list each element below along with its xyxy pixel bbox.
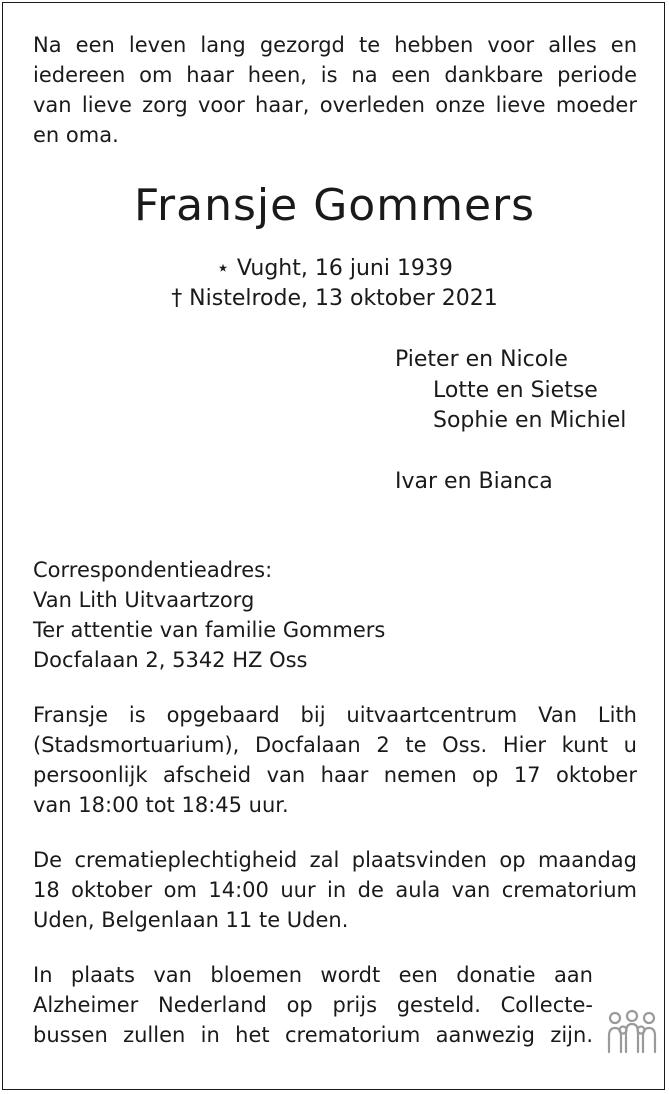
death-line: † Nistelrode, 13 oktober 2021 xyxy=(171,286,498,311)
family-second: Ivar en Bianca xyxy=(395,469,553,494)
viewing-paragraph xyxy=(33,700,637,820)
correspondence-label: Correspondentieadres: xyxy=(33,558,273,582)
viewing-line: van 18:00 tot 18:45 uur. xyxy=(33,793,289,817)
donation-paragraph xyxy=(33,960,593,1050)
donation-line: In plaats van bloemen wordt een donatie aan xyxy=(33,963,593,987)
deceased-name: Fransje Gommers xyxy=(133,180,536,231)
viewing-line: Fransje is opgebaard bij uitvaartcentrum Van Lith xyxy=(33,703,637,727)
ceremony-line: De crematieplechtigheid zal plaatsvinden op maandag xyxy=(33,848,637,872)
donation-line: Alzheimer Nederland op prijs gesteld. Collecte- xyxy=(33,993,593,1017)
viewing-line: (Stadsmortuarium), Docfalaan 2 te Oss. Hier kunt u xyxy=(33,733,637,757)
family-first: Pieter en Nicole xyxy=(395,347,568,372)
ceremony-line: Uden, Belgenlaan 11 te Uden. xyxy=(33,908,349,932)
correspondence-attention: Ter attentie van familie Gommers xyxy=(33,618,386,642)
viewing-line: persoonlijk afscheid van haar nemen op 17 oktober xyxy=(33,763,637,787)
intro-line: Na een leven lang gezorgd te hebben voor alles en xyxy=(33,33,637,57)
ceremony-paragraph xyxy=(33,845,637,935)
intro-line: en oma. xyxy=(33,123,119,147)
family-people-icon xyxy=(606,1010,658,1054)
birth-line: ⋆ Vught, 16 juni 1939 xyxy=(216,256,453,281)
family-grandchild: Sophie en Michiel xyxy=(433,408,627,433)
family-grandchild: Lotte en Sietse xyxy=(433,378,598,403)
intro-line: iedereen om haar heen, is na een dankbare periode xyxy=(33,63,637,87)
donation-line: bussen zullen in het crematorium aanwezig zijn. xyxy=(33,1023,593,1047)
correspondence-address: Docfalaan 2, 5342 HZ Oss xyxy=(33,648,308,672)
intro-line: van lieve zorg voor haar, overleden onze lieve moeder xyxy=(33,93,637,117)
ceremony-line: 18 oktober om 14:00 uur in de aula van crematorium xyxy=(33,878,637,902)
correspondence-block xyxy=(33,555,637,675)
correspondence-org: Van Lith Uitvaartzorg xyxy=(33,588,255,612)
intro-paragraph xyxy=(33,30,637,150)
